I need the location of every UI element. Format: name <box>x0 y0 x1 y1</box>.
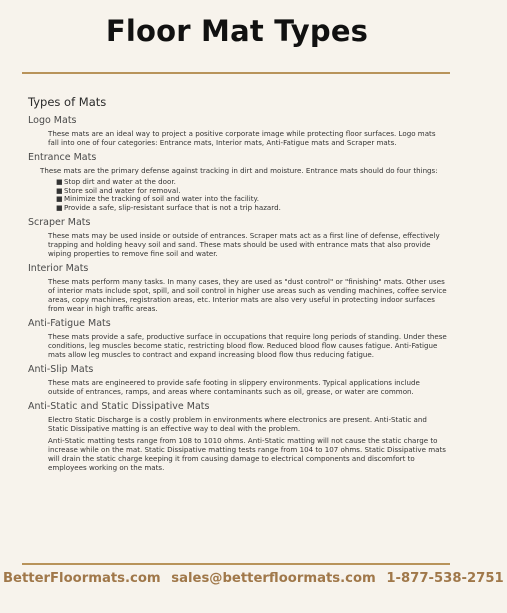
bullet-icon: ■ <box>56 203 63 212</box>
paragraph: Electro Static Discharge is a costly problem in environments where electronics are present. Anti-Static and Static Dissipative matting is an effective way to deal with the problem. <box>48 415 427 433</box>
section-logo-mats <box>28 115 448 147</box>
section-anti-static-mats <box>28 401 448 472</box>
section-interior-mats <box>28 263 448 313</box>
list-item: ■ Stop dirt and water at the door. <box>56 177 176 186</box>
subsection-title: Anti-Fatigue Mats <box>28 318 111 329</box>
bullet-icon: ■ <box>56 178 63 186</box>
paragraph: These mats provide a safe, productive surface in occupations that require long periods of standing. Under these conditions, leg muscles become static, restricting blood flow. Reduced blood flow causes fatigue. Anti-Fatigue mats allow leg muscles to contract and expand increasing blood flow thus reducing fatigue. <box>48 332 447 359</box>
bottom-divider <box>22 563 450 565</box>
bullet-icon: ■ <box>56 186 63 195</box>
footer-email-link[interactable]: sales@betterfloormats.com <box>171 571 376 586</box>
list-item: ■ Minimize the tracking of soil and water into the facility. <box>56 194 259 203</box>
paragraph: These mats are engineered to provide safe footing in slippery environments. Typical applications include outside of entrances, ramps, and areas where contaminants such as oil, grease, or water are common. <box>48 378 420 396</box>
section-anti-fatigue-mats <box>28 318 448 359</box>
subsection-title: Entrance Mats <box>28 152 97 163</box>
footer-phone: 1-877-538-2751 <box>386 571 504 586</box>
list-item: ■ Store soil and water for removal. <box>56 185 181 195</box>
section-entrance-mats <box>28 152 448 212</box>
subsection-title: Scraper Mats <box>28 217 91 228</box>
subsection-title: Interior Mats <box>28 263 89 274</box>
section-heading: Types of Mats <box>28 95 107 109</box>
footer-website-link[interactable]: BetterFloormats.com <box>3 571 161 586</box>
top-divider <box>22 72 450 74</box>
document-body <box>28 95 448 477</box>
subsection-title: Logo Mats <box>28 115 77 126</box>
paragraph: These mats may be used inside or outside of entrances. Scraper mats act as a first line of defense, effectively trapping and holding heavy soil and sand. These mats should be used with entrance mats that also provide wiping properties to remove fine soil and water. <box>48 231 440 258</box>
paragraph: These mats are the primary defense against tracking in dirt and moisture. Entrance mats should do four things: <box>40 166 438 175</box>
paragraph: These mats perform many tasks. In many cases, they are used as "dust control" or "finishing" mats. Other uses of interior mats include spot, spill, and soil control in higher use areas such as vending machines, coffee service areas, copy machines, registration areas, etc. Interior mats are also very useful in protecting indoor surfaces from wear in high traffic areas. <box>48 277 447 313</box>
bullet-list <box>58 178 448 212</box>
page-title: Floor Mat Types <box>105 14 369 48</box>
subsection-title: Anti-Static and Static Dissipative Mats <box>28 401 210 412</box>
footer-contact <box>0 571 504 586</box>
bullet-icon: ■ <box>56 195 63 203</box>
paragraph: Anti-Static matting tests range from 108 to 1010 ohms. Anti-Static matting will not cause the static charge to increase while on the mat. Static Dissipative matting tests range from 104 to 107 ohms. Static Dissipative mats will drain the static charge keeping it from causing damage to electrical components and discomfort to employees working on the mats. <box>48 436 446 472</box>
list-item: ■ Provide a safe, slip-resistant surface that is not a trip hazard. <box>56 202 281 212</box>
section-anti-slip-mats <box>28 364 448 396</box>
subsection-title: Anti-Slip Mats <box>28 364 94 375</box>
section-scraper-mats <box>28 217 448 258</box>
paragraph: These mats are an ideal way to project a positive corporate image while protecting floor surfaces. Logo mats fall into one of four categories: Entrance mats, Interior mats, Anti-Fatigue mats and Scraper mats. <box>48 129 436 147</box>
